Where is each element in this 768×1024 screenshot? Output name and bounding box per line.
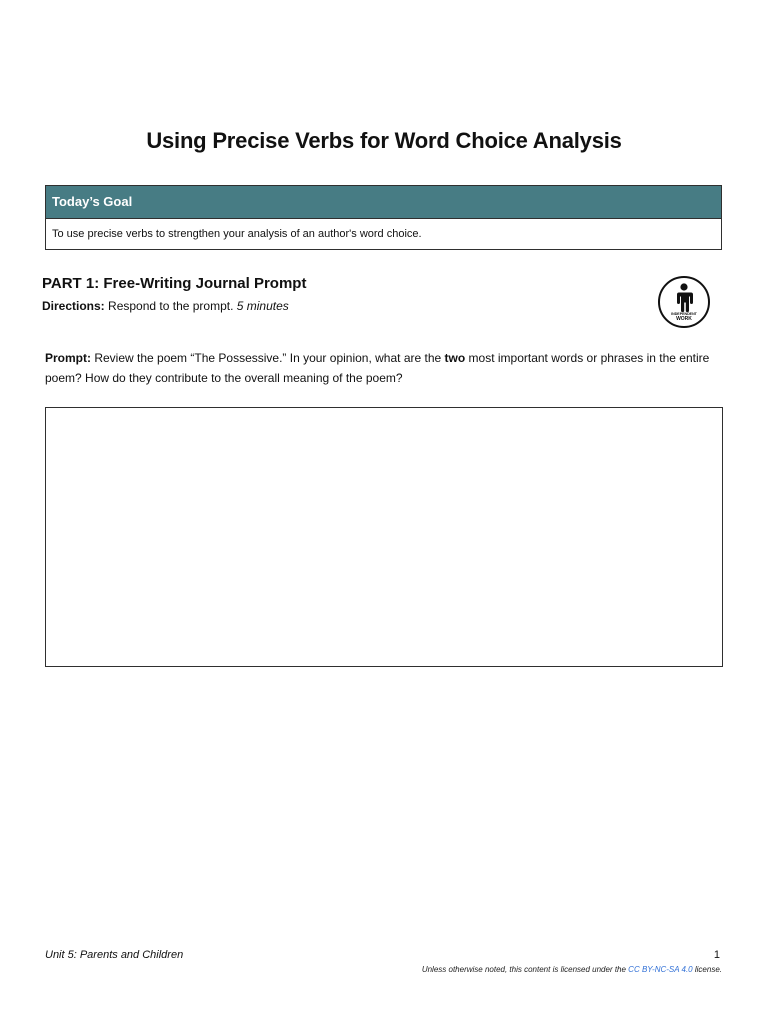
directions-text: Respond to the prompt. xyxy=(104,299,237,313)
badge-label-line1: INDEPENDENT xyxy=(671,312,697,316)
license-suffix: license. xyxy=(692,965,722,974)
footer-unit: Unit 5: Parents and Children xyxy=(45,949,184,961)
goal-table xyxy=(45,185,722,250)
prompt-emphasis: two xyxy=(444,351,466,365)
prompt-label: Prompt: xyxy=(45,351,91,365)
prompt-text xyxy=(45,348,725,388)
page-title: Using Precise Verbs for Word Choice Analysis xyxy=(146,128,622,153)
directions xyxy=(42,299,289,313)
person-icon xyxy=(660,278,708,326)
goal-heading: Today’s Goal xyxy=(46,186,721,219)
license-prefix: Unless otherwise noted, this content is licensed under the xyxy=(421,965,629,974)
directions-time: 5 minutes xyxy=(236,299,289,313)
page-number: 1 xyxy=(713,949,720,961)
part-1-title: PART 1: Free-Writing Journal Prompt xyxy=(42,275,307,292)
prompt-after: most important words or phrases in the entire poem? How do they contribute to the overall meaning of the poem? xyxy=(45,351,710,385)
prompt-before: Review the poem “The Possessive.” In your opinion, what are the xyxy=(91,351,445,365)
license-note xyxy=(422,965,722,974)
goal-text: To use precise verbs to strengthen your analysis of an author's word choice. xyxy=(52,228,422,240)
license-link[interactable]: CC BY-NC-SA 4.0 xyxy=(628,965,693,974)
badge-label-line2: WORK xyxy=(676,316,692,322)
answer-box[interactable] xyxy=(45,407,723,667)
independent-work-badge xyxy=(658,276,710,328)
directions-label: Directions: xyxy=(42,299,105,313)
